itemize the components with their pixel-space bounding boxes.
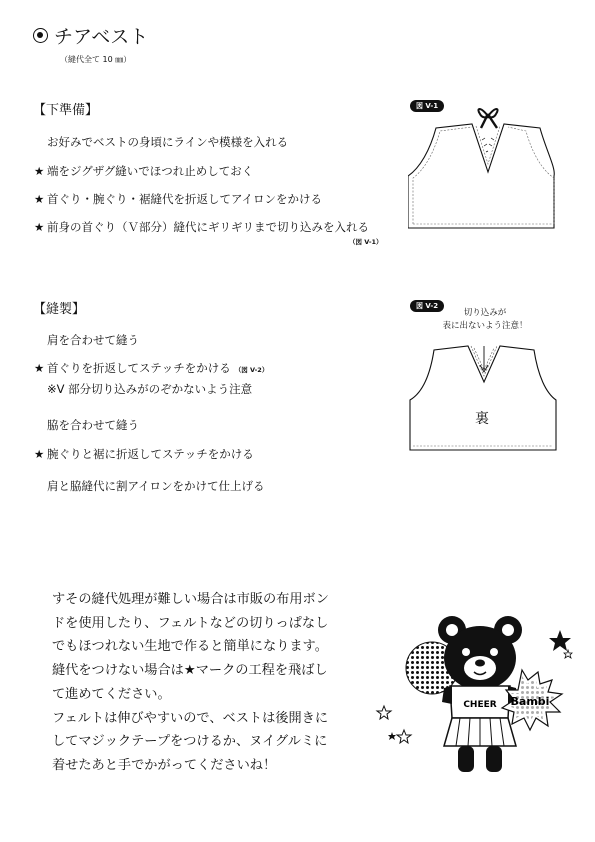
figure-v2-label: 図 V-2 xyxy=(410,300,444,312)
note-line: 着せたあと手でかがってくださいね！ xyxy=(52,757,277,773)
sew-step: 肩を合わせて縫う xyxy=(47,333,139,347)
prep-step: お好みでベストの身頃にラインや模様を入れる xyxy=(47,135,289,149)
note-line: フェルトは伸びやすいので、ベストは後開きに xyxy=(52,710,329,726)
note-line: 縫代をつけない場合は★マークの工程を飛ばし xyxy=(52,663,328,679)
note-line: て進めてください。 xyxy=(52,686,171,702)
seam-allowance-note: （縫代全て 10 ㎜） xyxy=(60,55,132,64)
page-title: チアベスト xyxy=(54,26,149,48)
note-line: してマジックテープをつけるか、ヌイグルミに xyxy=(52,734,328,750)
note-line: でもほつれない生地で作ると簡単になります。 xyxy=(52,639,328,655)
ribbon-icon xyxy=(478,109,497,128)
badge-text: Bambi xyxy=(510,695,550,708)
note-line: ドを使用したり、フェルトなどの切りっぱなし xyxy=(52,615,329,631)
prep-step: ★ 端をジグザグ縫いでほつれ止めしておく xyxy=(34,164,254,178)
sew-heading: 【縫製】 xyxy=(33,302,86,317)
prep-step: ★ 首ぐり・腕ぐり・裾縫代を折返してアイロンをかける xyxy=(34,192,322,206)
bear-cheerleader-illustration xyxy=(370,610,585,785)
prep-heading: 【下準備】 xyxy=(33,103,99,118)
notes-paragraph xyxy=(52,588,329,778)
circle-bullet-icon xyxy=(33,28,48,43)
note-line: すその縫代処理が難しい場合は市販の布用ボン xyxy=(52,592,329,607)
back-side-label: 裏 xyxy=(475,411,489,427)
shirt-text: CHEER xyxy=(463,700,497,710)
prep-step: ★ 前身の首ぐり（Ｖ部分）縫代にギリギリまで切り込みを入れる xyxy=(34,220,369,234)
sew-step: 肩と脇縫代に割アイロンをかけて仕上げる xyxy=(47,479,265,493)
page-title-row xyxy=(33,22,148,49)
figure-v1-label: 図 V-1 xyxy=(410,100,444,112)
figure-v2-note: 切り込みが 表に出ないよう注意！ xyxy=(442,308,528,331)
figure-v1-vest xyxy=(408,98,558,248)
sew-step: ★ 首ぐりを折返してステッチをかける （図 V-2） xyxy=(34,361,269,375)
bambi-badge xyxy=(502,670,562,730)
figure-ref: （図 V-2） xyxy=(234,366,269,374)
figure-v2-vest xyxy=(408,338,558,453)
sew-step: ★ 腕ぐりと裾に折返してステッチをかける xyxy=(34,447,254,461)
sew-step: 脇を合わせて縫う xyxy=(47,418,139,432)
figure-ref: （図 V-1） xyxy=(349,238,383,246)
sew-note: ※V 部分切り込みがのぞかないよう注意 xyxy=(47,382,253,396)
